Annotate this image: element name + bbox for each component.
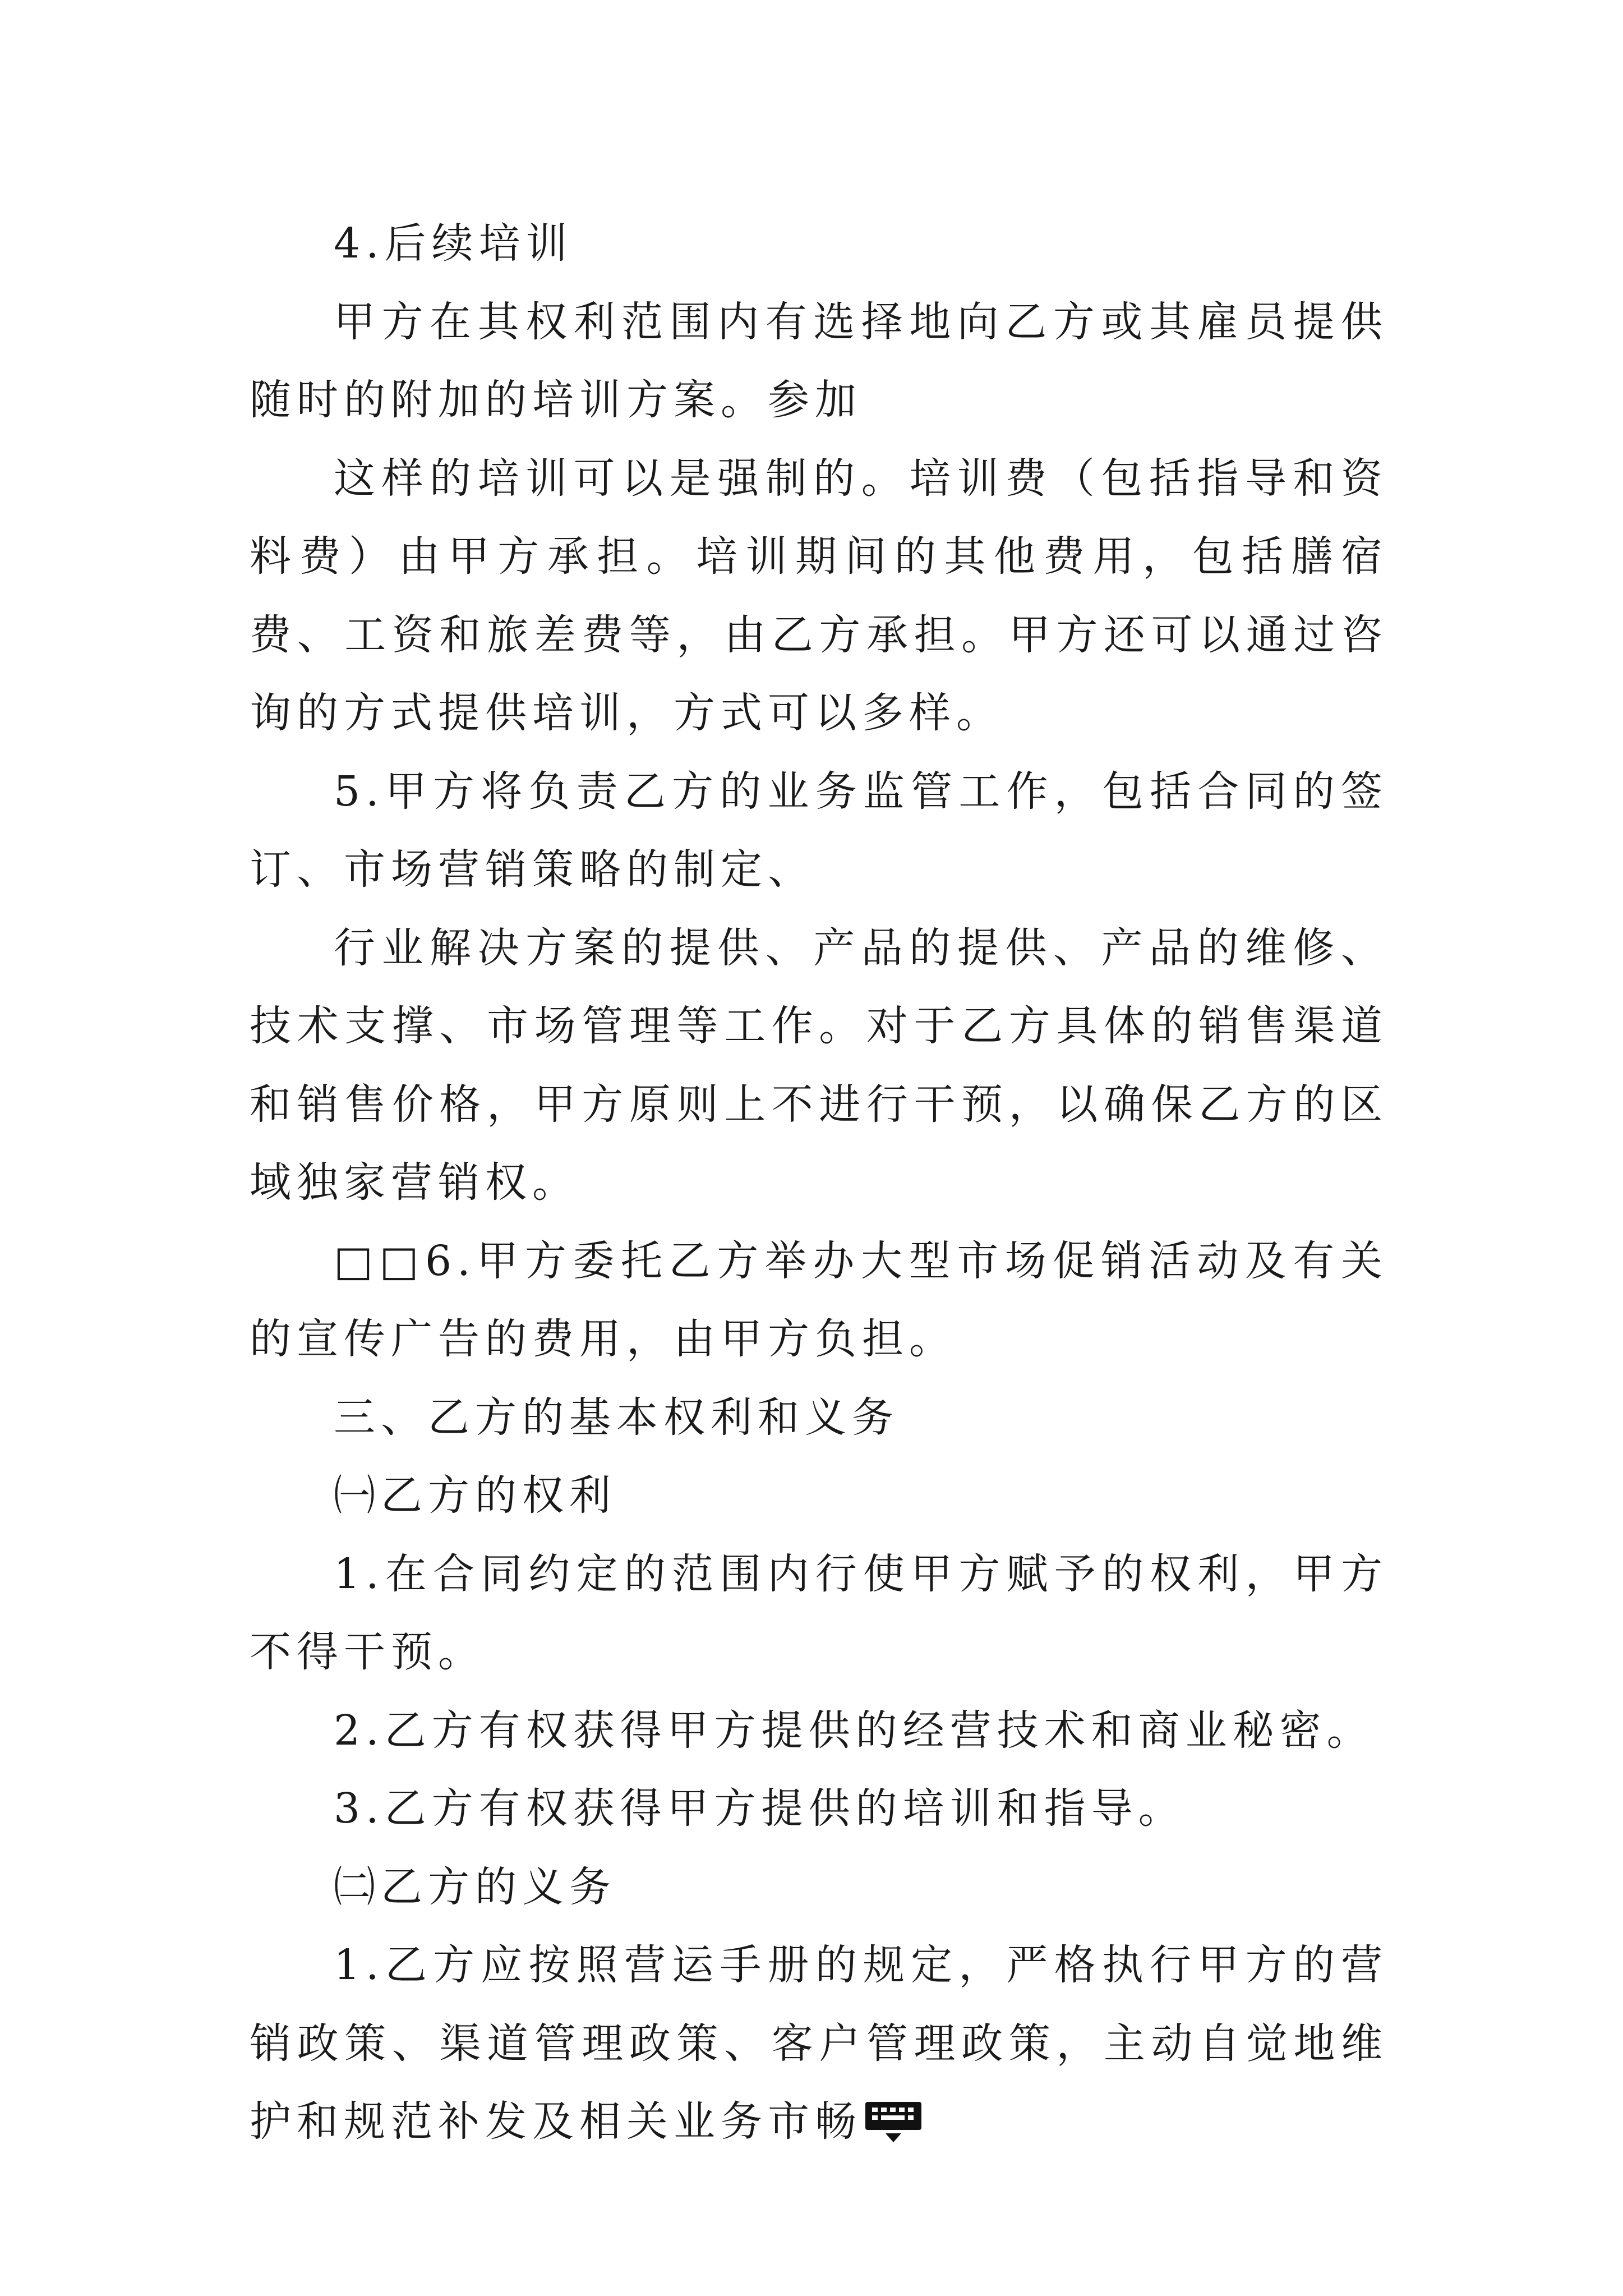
- keyboard-key: [881, 2108, 887, 2112]
- subheading-party-b-rights: ㈠乙方的权利: [334, 1471, 616, 1520]
- paragraph-obligation-1: [250, 1926, 1388, 2161]
- document-body: [250, 205, 1388, 2161]
- paragraph-training-costs: 这样的培训可以是强制的。培训费（包括指导和资料费）由甲方承担。培训期间的其他费用，包括膳宿费、工资和旅差费等，由乙方承担。甲方还可以通过咨询的方式提供培训，方式可以多样。: [250, 454, 1388, 737]
- paragraph-industry-solutions: 行业解决方案的提供、产品的提供、产品的维修、技术支撑、市场管理等工作。对于乙方具体的销售渠道和销售价格，甲方原则上不进行干预，以确保乙方的区域独家营销权。: [250, 923, 1388, 1207]
- keyboard-spacebar: [881, 2115, 905, 2120]
- keyboard-icon[interactable]: [865, 2099, 921, 2140]
- paragraph-business-supervision: 5.甲方将负责乙方的业务监管工作，包括合同的签订、市场营销策略的制定、: [250, 767, 1388, 894]
- dropdown-arrow-icon: [886, 2133, 901, 2142]
- keyboard-key: [890, 2108, 896, 2112]
- keyboard-key: [908, 2108, 914, 2112]
- keyboard-key: [872, 2108, 878, 2112]
- paragraph-training-scope: 甲方在其权利范围内有选择地向乙方或其雇员提供随时的附加的培训方案。参加: [250, 297, 1388, 424]
- paragraph-right-2: 2.乙方有权获得甲方提供的经营技术和商业秘密。: [334, 1706, 1374, 1755]
- paragraph-right-3: 3.乙方有权获得甲方提供的培训和指导。: [334, 1784, 1186, 1833]
- keyboard-key: [908, 2115, 914, 2120]
- paragraph-obligation-1-text: 1.乙方应按照营运手册的规定，严格执行甲方的营销政策、渠道管理政策、客户管理政策，主动自觉地维护和规范补发及相关业务市畅: [250, 1941, 1388, 2146]
- section-heading-party-b-rights-obligations: 三、乙方的基本权利和义务: [334, 1393, 899, 1442]
- paragraph-right-1: 1.在合同约定的范围内行使甲方赋予的权利，甲方不得干预。: [250, 1549, 1388, 1676]
- paragraph-heading-follow-up-training: 4.后续培训: [334, 219, 573, 268]
- keyboard-key: [899, 2108, 905, 2112]
- keyboard-key: [872, 2115, 878, 2120]
- subheading-party-b-obligations: ㈡乙方的义务: [334, 1862, 616, 1911]
- paragraph-promotion-costs: □□6.甲方委托乙方举办大型市场促销活动及有关的宣传广告的费用，由甲方负担。: [250, 1236, 1388, 1363]
